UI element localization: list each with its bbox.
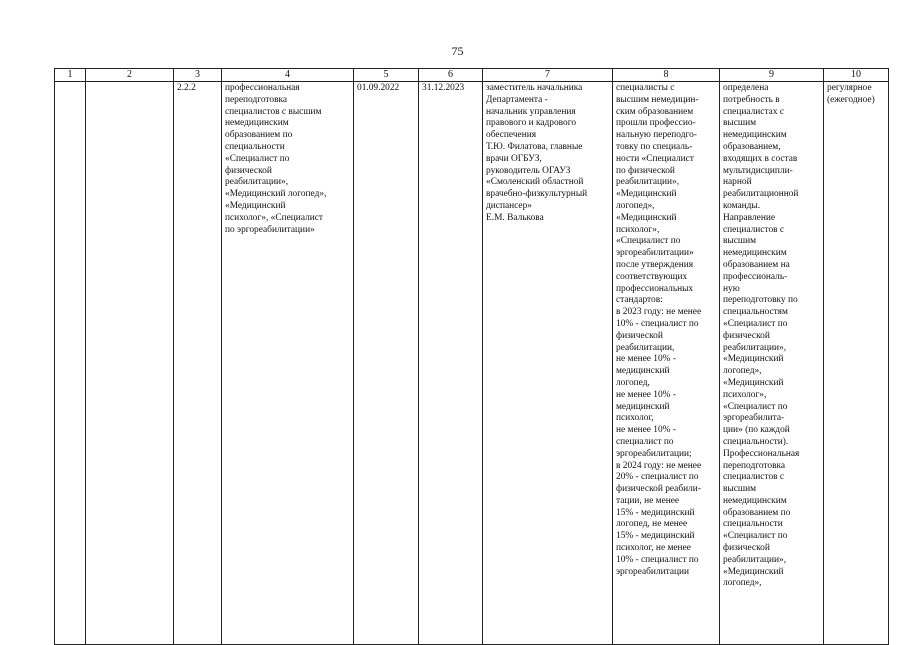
column-header-5: 5 xyxy=(354,69,419,82)
column-header-8: 8 xyxy=(613,69,720,82)
cell-indicator: определена потребность в специалистах с высшим немедицинским образованием, входящих в состав мультидисципли- нарной реабилитационной команды. Направление специалистов с высшим немедицинским образованием на профессиональ- ную переподготовку по специальностям «Специалист по физической реабилитации», «Медицинский логопед», «Медицинский психолог», «Специалист по эргореабилита- ции» (по каждой специальности). Профессиональная переподготовка специалистов с высшим немедицинским образованием по специальности «Специалист по физической реабилитации», «Медицинский логопед», xyxy=(720,82,824,645)
column-header-1: 1 xyxy=(55,69,86,82)
column-header-4: 4 xyxy=(222,69,354,82)
cell-col-1 xyxy=(55,82,86,645)
column-header-3: 3 xyxy=(174,69,222,82)
column-header-6: 6 xyxy=(419,69,483,82)
page-number: 75 xyxy=(451,44,464,58)
column-header-9: 9 xyxy=(720,69,824,82)
cell-activity: профессиональная переподготовка специалистов с высшим немедицинским образованием по специальности «Специалист по физической реабилитации», «Медицинский логопед», «Медицинский психолог», «Специалист по эргореабилитации» xyxy=(222,82,354,645)
table-row xyxy=(55,82,889,645)
column-header-10: 10 xyxy=(824,69,889,82)
cell-responsible: заместитель начальника Департамента - начальник управления правового и кадрового обеспечения Т.Ю. Филатова, главные врачи ОГБУЗ, руководитель ОГАУЗ «Смоленский областной врачебно-физкультурный диспансер» Е.М. Валькова xyxy=(483,82,613,645)
plan-table xyxy=(54,68,889,645)
column-header-7: 7 xyxy=(483,69,613,82)
column-header-2: 2 xyxy=(86,69,174,82)
cell-end-date: 31.12.2023 xyxy=(419,82,483,645)
cell-col-2 xyxy=(86,82,174,645)
table-header-row xyxy=(55,69,889,82)
cell-result: специалисты с высшим немедицин- ским образованием прошли профессио- нальную переподго- товку по специаль- ности «Специалист по физической реабилитации», «Медицинский логопед», «Медицинский психолог», «Специалист по эргореабилитации» после утверждения соответствующих профессиональных стандартов: в 2023 году: не менее 10% - специалист по физической реабилитации, не менее 10% - медицинский логопед, не менее 10% - медицинский психолог, не менее 10% - специалист по эргореабилитации; в 2024 году: не менее 20% - специалист по физической реабили- тации, не менее 15% - медицинский логопед, не менее 15% - медицинский психолог, не менее 10% - специалист по эргореабилитации xyxy=(613,82,720,645)
cell-item-number: 2.2.2 xyxy=(174,82,222,645)
cell-start-date: 01.09.2022 xyxy=(354,82,419,645)
cell-frequency: регулярное (ежегодное) xyxy=(824,82,889,645)
